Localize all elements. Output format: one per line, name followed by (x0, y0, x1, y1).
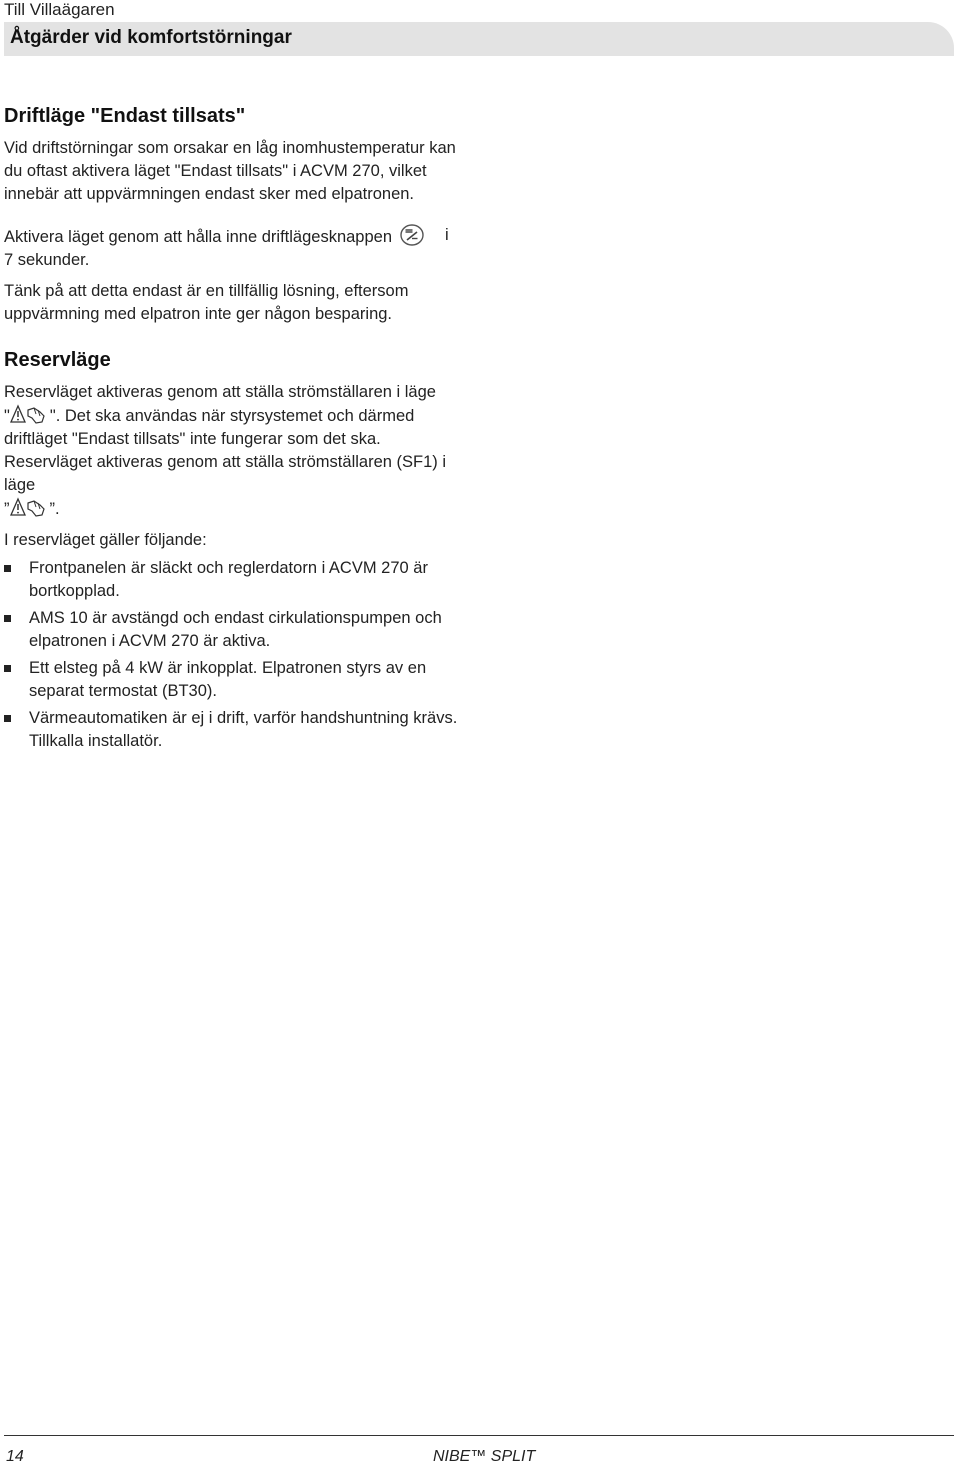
bullet-square-icon (4, 715, 11, 722)
list-item: Frontpanelen är släckt och reglerdatorn i ACVM 270 är bortkopplad. (4, 557, 466, 603)
quote-open: " (4, 407, 10, 425)
list-item: Ett elsteg på 4 kW är inkopplat. Elpatronen styrs av en separat termostat (BT30). (4, 657, 466, 703)
warning-hand-icon-2 (10, 497, 50, 519)
activate-text-suffix: i (445, 226, 449, 244)
paragraph-reservlage-intro: I reservläget gäller följande: (4, 531, 207, 549)
page-number: 14 (6, 1448, 24, 1465)
footer-divider (4, 1435, 954, 1436)
bullet-square-icon (4, 665, 11, 672)
breadcrumb: Till Villaägaren (4, 0, 115, 19)
bullet-square-icon (4, 615, 11, 622)
warning-hand-icon (10, 404, 50, 426)
heading-endast-tillsats: Driftläge "Endast tillsats" (4, 105, 246, 127)
paragraph-endast-tillsats-intro: Vid driftstörningar som orsakar en låg inomhustemperatur kan du oftast aktivera läget "Endast tillsats" i ACVM 270, vilket innebär att uppvärmningen endast sker med elpatronen. (4, 139, 456, 203)
footer-brand: NIBE™ SPLIT (433, 1448, 536, 1465)
main-content (4, 103, 466, 757)
paragraph-activate-mode (4, 224, 466, 272)
activate-text: Aktivera läget genom att hålla inne driftlägesknappen (4, 228, 392, 246)
section-title: Åtgärder vid komfortstörningar (10, 27, 292, 48)
reservlage-continuation: ". Det ska användas när styrsystemet och därmed driftläget "Endast tillsats" inte fungerar som det ska. Reservläget aktiveras genom att ställa strömställaren (SF1) i läge (4, 407, 447, 494)
activate-duration: 7 sekunder. (4, 251, 90, 269)
bullet-square-icon (4, 565, 11, 572)
section-tab (4, 22, 954, 56)
heading-reservlage: Reservläge (4, 349, 111, 371)
list-item: AMS 10 är avstängd och endast cirkulationspumpen och elpatronen i ACVM 270 är aktiva. (4, 607, 466, 653)
reservlage-line1: Reservläget aktiveras genom att ställa strömställaren i läge (4, 383, 436, 401)
reservlage-list (4, 557, 466, 753)
operating-mode-button-icon (400, 224, 424, 246)
paragraph-temporary-note: Tänk på att detta endast är en tillfällig lösning, eftersom uppvärmning med elpatron inte ger någon besparing. (4, 282, 409, 323)
paragraph-reservlage (4, 381, 466, 521)
quote-end-close: ”. (49, 500, 60, 518)
list-item: Värmeautomatiken är ej i drift, varför handshuntning krävs. Tillkalla installatör. (4, 707, 466, 753)
quote-end-open: ” (4, 500, 10, 518)
